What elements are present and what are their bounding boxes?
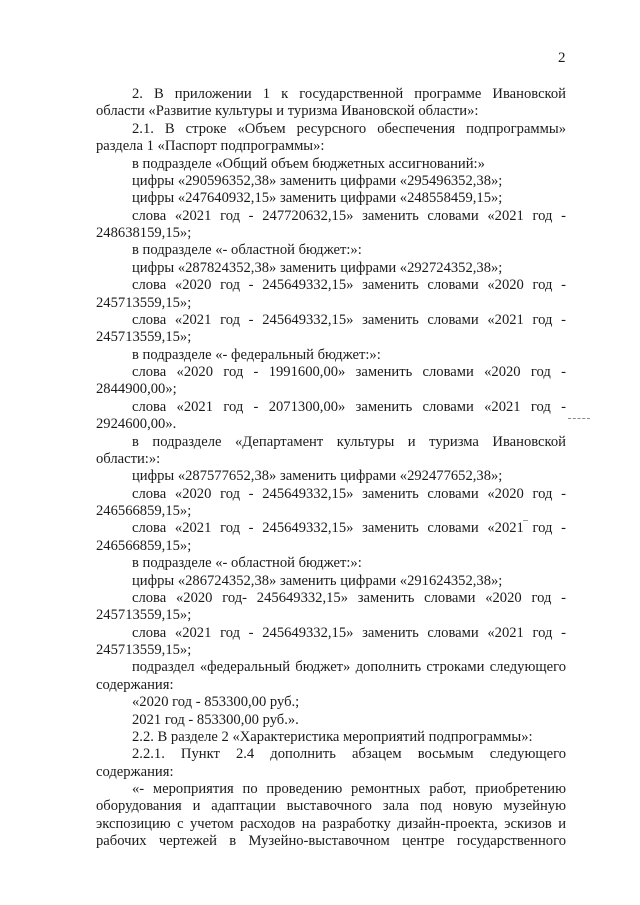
text-line: 245713559,15»;	[96, 329, 192, 346]
text-line: в подразделе «Департамент культуры и туризма Ивановской	[132, 433, 566, 450]
text-line: 248638159,15»;	[96, 225, 192, 241]
text-line: раздела 1 «Паспорт подпрограммы»:	[96, 138, 325, 155]
text-line: содержания:	[96, 763, 174, 780]
text-line: 2844900,00»;	[96, 381, 177, 398]
text-line: 2021 год - 853300,00 руб.».	[132, 711, 299, 728]
text-line: цифры «247640932,15» заменить цифрами «248558459,15»;	[132, 190, 503, 207]
text-line: слова «2021 год - 245649332,15» заменить словами «2021 год -	[132, 520, 566, 537]
text-line: 2924600,00».	[96, 416, 177, 433]
text-line: оборудования и адаптации выставочного зала под новую музейную	[96, 798, 566, 815]
text-line: цифры «286724352,38» заменить цифрами «291624352,38»;	[132, 572, 503, 589]
text-line: 246566859,15»;	[96, 537, 192, 554]
text-line: 245713559,15»;	[96, 642, 192, 658]
text-line: в подразделе «- областной бюджет:»:	[132, 555, 362, 572]
text-line: содержания:	[96, 676, 174, 693]
document-body	[96, 86, 566, 851]
text-line: слова «2020 год - 245649332,15» заменить словами «2020 год -	[132, 277, 566, 294]
text-line: области «Развитие культуры и туризма Ивановской области»:	[96, 103, 479, 120]
text-line: слова «2020 год - 245649332,15» заменить словами «2020 год -	[132, 485, 566, 502]
text-line: 2. В приложении 1 к государственной программе Ивановской	[132, 86, 566, 102]
scan-artifact	[523, 520, 528, 521]
text-line: области:»:	[96, 450, 161, 467]
text-line: слова «2021 год - 247720632,15» заменить словами «2021 год -	[132, 207, 566, 224]
text-line: слова «2021 год - 245649332,15» заменить словами «2021 год -	[132, 311, 566, 328]
page-number: 2	[558, 50, 566, 66]
text-line: в подразделе «- федеральный бюджет:»:	[132, 346, 381, 363]
text-line: в подразделе «- областной бюджет:»:	[132, 242, 362, 259]
text-line: слова «2020 год- 245649332,15» заменить словами «2020 год -	[132, 589, 566, 606]
text-line: «- мероприятия по проведению ремонтных работ, приобретению	[132, 781, 566, 797]
text-line: рабочих чертежей в Музейно-выставочном центре государственного	[96, 833, 566, 850]
margin-mark	[568, 418, 590, 419]
text-line: «2020 год - 853300,00 руб.;	[132, 694, 300, 711]
text-line: 245713559,15»;	[96, 294, 192, 311]
text-line: 2.2. В разделе 2 «Характеристика мероприятий подпрограммы»:	[132, 728, 533, 745]
text-line: слова «2020 год - 1991600,00» заменить словами «2020 год -	[132, 364, 566, 380]
text-line: слова «2021 год - 2071300,00» заменить словами «2021 год -	[132, 398, 566, 415]
text-line: слова «2021 год - 245649332,15» заменить словами «2021 год -	[132, 624, 566, 641]
text-line: подраздел «федеральный бюджет» дополнить строками следующего	[132, 659, 566, 676]
text-line: цифры «287577652,38» заменить цифрами «292477652,38»;	[132, 468, 503, 485]
text-line: в подразделе «Общий объем бюджетных ассигнований:»	[132, 155, 485, 172]
text-line: 2.2.1. Пункт 2.4 дополнить абзацем восьмым следующего	[132, 746, 566, 763]
text-line: цифры «287824352,38» заменить цифрами «292724352,38»;	[132, 259, 503, 276]
text-line: 246566859,15»;	[96, 503, 192, 519]
text-line: цифры «290596352,38» заменить цифрами «295496352,38»;	[132, 172, 503, 189]
text-line: 2.1. В строке «Объем ресурсного обеспечения подпрограммы»	[132, 120, 566, 137]
text-line: экспозицию с учетом расходов на разработку дизайн-проекта, эскизов и	[96, 815, 566, 832]
text-line: 245713559,15»;	[96, 607, 192, 624]
